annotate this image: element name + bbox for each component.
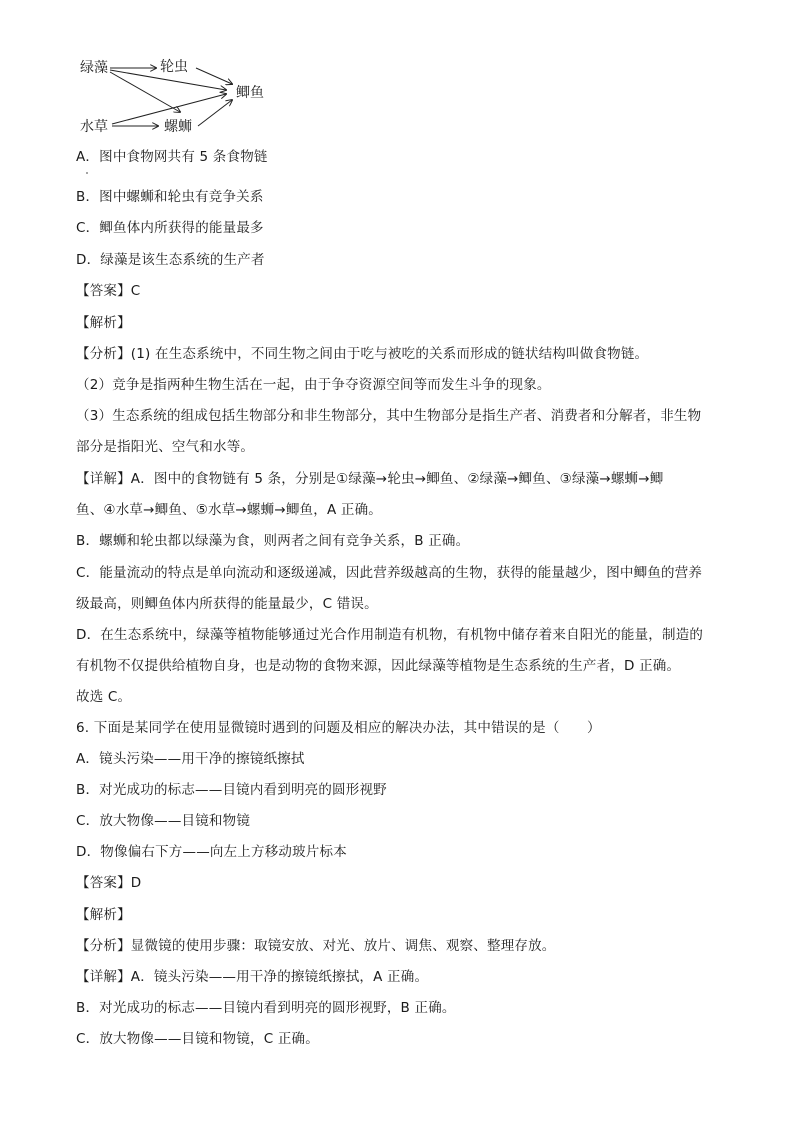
q5-answer: 【答案】C xyxy=(76,283,141,299)
q5-analysis-line: 鱼、④水草→鲫鱼、⑤水草→螺蛳→鲫鱼，A 正确。 xyxy=(76,502,382,518)
q5-analysis-line: B．螺蛳和轮虫都以绿藻为食，则两者之间有竞争关系，B 正确。 xyxy=(76,533,470,549)
q5-analysis-line: 级最高，则鲫鱼体内所获得的能量最少，C 错误。 xyxy=(76,596,378,612)
food-web-diagram xyxy=(76,56,276,140)
arrow-luosi-jiyu xyxy=(198,100,232,126)
q5-analysis-line: 有机物不仅提供给植物自身，也是动物的食物来源，因此绿藻等植物是生态系统的生产者，D 正确。 xyxy=(76,658,681,674)
q5-option-a: A．图中食物网共有 5 条食物链 xyxy=(76,149,268,165)
q5-option-b: B．图中螺蛳和轮虫有竞争关系 xyxy=(76,189,264,205)
q6-analysis-label: 【解析】 xyxy=(76,907,131,923)
q5-analysis-line: 故选 C。 xyxy=(76,689,132,705)
q6-analysis-line: 【分析】显微镜的使用步骤：取镜安放、对光、放片、调焦、观察、整理存放。 xyxy=(76,938,556,954)
q6-stem: 6. 下面是某同学在使用显微镜时遇到的问题及相应的解决办法，其中错误的是（ ） xyxy=(76,720,601,736)
q6-option-d: D．物像偏右下方——向左上方移动玻片标本 xyxy=(76,844,347,860)
q5-analysis-line: （2）竞争是指两种生物生活在一起，由于争夺资源空间等而发生斗争的现象。 xyxy=(76,377,551,393)
arrow-lvzao-luosi xyxy=(110,72,180,112)
q5-analysis-line: 【详解】A．图中的食物链有 5 条，分别是①绿藻→轮虫→鲫鱼、②绿藻→鲫鱼、③绿藻→螺蛳→鲫 xyxy=(76,471,664,487)
arrow-lunchong-jiyu xyxy=(196,68,232,84)
q5-analysis-line: 【分析】(1) 在生态系统中，不同生物之间由于吃与被吃的关系而形成的链状结构叫做食物链。 xyxy=(76,346,649,362)
q5-analysis-label: 【解析】 xyxy=(76,315,131,331)
q5-analysis-line: （3）生态系统的组成包括生物部分和非生物部分，其中生物部分是指生产者、消费者和分解者，非生物 xyxy=(76,408,702,424)
q5-analysis-line: 部分是指阳光、空气和水等。 xyxy=(76,439,255,455)
node-shuicao: 水草 xyxy=(80,119,108,135)
node-luosi: 螺蛳 xyxy=(164,119,192,135)
q5-option-c: C．鲫鱼体内所获得的能量最多 xyxy=(76,220,264,236)
q6-option-b: B．对光成功的标志——目镜内看到明亮的圆形视野 xyxy=(76,782,387,798)
q5-option-d: D．绿藻是该生态系统的生产者 xyxy=(76,252,265,268)
q5-analysis-line: D．在生态系统中，绿藻等植物能够通过光合作用制造有机物，有机物中储存着来自阳光的能量，制造的 xyxy=(76,627,704,643)
q6-answer: 【答案】D xyxy=(76,875,142,891)
node-lvzao: 绿藻 xyxy=(80,60,108,76)
q6-analysis-line: B．对光成功的标志——目镜内看到明亮的圆形视野，B 正确。 xyxy=(76,1000,456,1016)
q6-analysis-line: C．放大物像——目镜和物镜，C 正确。 xyxy=(76,1031,319,1047)
node-jiyu: 鲫鱼 xyxy=(236,85,264,101)
node-lunchong: 轮虫 xyxy=(160,59,188,75)
q6-option-a: A．镜头污染——用干净的擦镜纸擦拭 xyxy=(76,751,305,767)
q6-option-c: C．放大物像——目镜和物镜 xyxy=(76,813,251,829)
stray-dot xyxy=(86,172,88,174)
q5-analysis-line: C．能量流动的特点是单向流动和逐级递减，因此营养级越高的生物，获得的能量越少，图中鲫鱼的营养 xyxy=(76,565,703,581)
q6-analysis-line: 【详解】A．镜头污染——用干净的擦镜纸擦拭，A 正确。 xyxy=(76,969,429,985)
